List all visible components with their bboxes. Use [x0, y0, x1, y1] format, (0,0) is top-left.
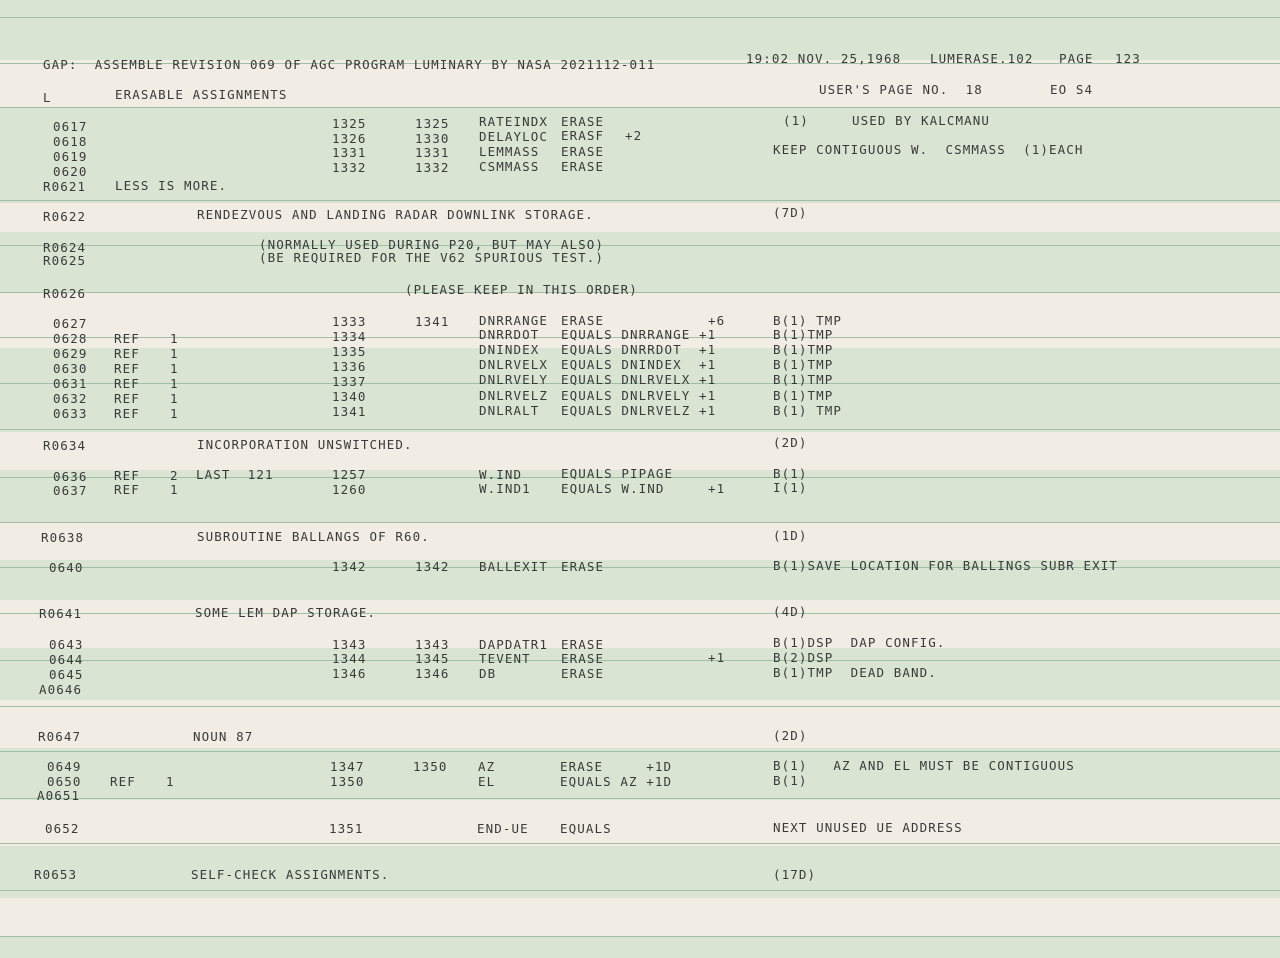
page-number: 123	[1115, 51, 1141, 66]
remark: LESS IS MORE.	[115, 178, 228, 193]
comment: B(1)SAVE LOCATION FOR BALLINGS SUBR EXIT	[773, 558, 1119, 573]
ref-tag: REF	[114, 391, 140, 406]
line-number: R0641	[39, 606, 83, 621]
rule	[0, 660, 1280, 661]
line-number: R0634	[43, 438, 87, 453]
line-number: R0622	[43, 209, 87, 224]
line-number: 0617	[53, 119, 88, 134]
eo-code: EO S4	[1050, 82, 1094, 97]
opcode: EQUALS DNLRVELZ +1	[561, 403, 717, 418]
ref-count: 1	[170, 361, 179, 376]
rule	[0, 613, 1280, 614]
comment: (4D)	[773, 604, 808, 619]
symbol-label: EL	[478, 774, 496, 789]
address: 1336	[332, 359, 367, 374]
line-number: 0652	[45, 821, 80, 836]
ref-tag: REF	[114, 361, 140, 376]
operand: +1	[708, 650, 726, 665]
symbol-label: TEVENT	[479, 651, 531, 666]
remark: (PLEASE KEEP IN THIS ORDER)	[405, 282, 638, 297]
address-end: 1342	[415, 559, 450, 574]
symbol-label: W.IND1	[479, 481, 531, 496]
address: 1344	[332, 651, 367, 666]
address-end: 1341	[415, 314, 450, 329]
line-number: 0629	[53, 346, 88, 361]
ref-tag: REF	[114, 346, 140, 361]
line-number: R0624	[43, 240, 87, 255]
ref-count: 1	[170, 331, 179, 346]
comment: B(1)TMP	[773, 342, 834, 357]
opcode: ERASE	[561, 159, 605, 174]
address: 1341	[332, 404, 367, 419]
opcode: ERASE	[561, 114, 605, 129]
address: 1333	[332, 314, 367, 329]
remark: SOME LEM DAP STORAGE.	[195, 605, 377, 620]
line-number: 0633	[53, 406, 88, 421]
timestamp: 19:02 NOV. 25,1968	[746, 51, 902, 66]
comment: (7D)	[773, 205, 808, 220]
line-number: 0628	[53, 331, 88, 346]
symbol-label: RATEINDX	[479, 114, 549, 129]
symbol-label: DB	[479, 666, 497, 681]
remark: RENDEZVOUS AND LANDING RADAR DOWNLINK STORAGE.	[197, 207, 594, 222]
comment: B(1)TMP	[773, 327, 834, 342]
ref-tag: REF	[110, 774, 136, 789]
line-number: 0643	[49, 637, 84, 652]
opcode: ERASE	[561, 144, 605, 159]
symbol-label: DNLRVELZ	[479, 388, 549, 403]
address-end: 1331	[415, 145, 450, 160]
address: 1334	[332, 329, 367, 344]
opcode: ERASE +1D	[560, 759, 673, 774]
address: 1351	[329, 821, 364, 836]
symbol-label: DNINDEX	[479, 342, 540, 357]
address: 1350	[330, 774, 365, 789]
band	[0, 232, 1280, 292]
address: 1343	[332, 637, 367, 652]
remark: (BE REQUIRED FOR THE V62 SPURIOUS TEST.)	[259, 250, 605, 265]
address: 1342	[332, 559, 367, 574]
band	[0, 648, 1280, 700]
line-number: 0627	[53, 316, 88, 331]
ref-tag: REF	[114, 331, 140, 346]
comment: KEEP CONTIGUOUS W. CSMMASS (1)EACH	[773, 142, 1084, 157]
address-end: 1325	[415, 116, 450, 131]
rule	[0, 843, 1280, 844]
remark: SELF-CHECK ASSIGNMENTS.	[191, 867, 390, 882]
rule	[0, 936, 1280, 937]
opcode: ERASE	[561, 313, 605, 328]
line-number: 0645	[49, 667, 84, 682]
line-number: R0626	[43, 286, 87, 301]
rule	[0, 429, 1280, 430]
ref-count: 1	[166, 774, 175, 789]
line-number: 0636	[53, 469, 88, 484]
line-number: 0650	[47, 774, 82, 789]
line-number: 0644	[49, 652, 84, 667]
users-page-number: USER'S PAGE NO. 18	[819, 82, 983, 97]
symbol-label: DNLRALT	[479, 403, 540, 418]
opcode: ERASE	[561, 559, 605, 574]
line-number: 0640	[49, 560, 84, 575]
rule	[0, 522, 1280, 523]
address-end: 1343	[415, 637, 450, 652]
symbol-label: LEMMASS	[479, 144, 540, 159]
symbol-label: DAPDATR1	[479, 637, 549, 652]
comment: (1) USED BY KALCMANU	[783, 113, 991, 128]
line-number: A0651	[37, 788, 81, 803]
symbol-label: BALLEXIT	[479, 559, 549, 574]
address: 1331	[332, 145, 367, 160]
comment: B(1)TMP	[773, 357, 834, 372]
remark: (NORMALLY USED DURING P20, BUT MAY ALSO)	[259, 237, 605, 252]
address: 1332	[332, 160, 367, 175]
comment: (17D)	[773, 867, 817, 882]
line-number: 0619	[53, 149, 88, 164]
opcode: EQUALS AZ +1D	[560, 774, 673, 789]
opcode: EQUALS	[560, 821, 612, 836]
rule	[0, 200, 1280, 201]
comment: B(1)TMP	[773, 372, 834, 387]
last-ref: LAST 121	[196, 467, 274, 482]
opcode: EQUALS DNRRANGE +1	[561, 327, 717, 342]
symbol-label: DNRRANGE	[479, 313, 549, 328]
ref-tag: REF	[114, 406, 140, 421]
line-number: 0630	[53, 361, 88, 376]
comment: B(1)	[773, 466, 808, 481]
ref-count: 2	[170, 468, 179, 483]
line-number: 0649	[47, 759, 82, 774]
rule	[0, 890, 1280, 891]
assembly-title: GAP: ASSEMBLE REVISION 069 OF AGC PROGRAM LUMINARY BY NASA 2021112-011	[43, 57, 656, 72]
symbol-label: AZ	[478, 759, 496, 774]
rule	[0, 751, 1280, 752]
opcode: EQUALS DNLRVELX +1	[561, 372, 717, 387]
symbol-label: DELAYLOC	[479, 129, 549, 144]
symbol-label: W.IND	[479, 467, 523, 482]
rule	[0, 17, 1280, 18]
line-number: R0638	[41, 530, 85, 545]
opcode: EQUALS DNINDEX +1	[561, 357, 717, 372]
symbol-label: DNLRVELX	[479, 357, 549, 372]
comment: B(1) AZ AND EL MUST BE CONTIGUOUS	[773, 758, 1075, 773]
symbol-label: DNLRVELY	[479, 372, 549, 387]
ref-count: 1	[170, 376, 179, 391]
ref-tag: REF	[114, 376, 140, 391]
operand: +2	[625, 128, 643, 143]
file-name: LUMERASE.102	[930, 51, 1034, 66]
section-marker: L	[43, 90, 52, 105]
rule	[0, 107, 1280, 108]
remark: NOUN 87	[193, 729, 254, 744]
section-title: ERASABLE ASSIGNMENTS	[115, 87, 288, 102]
remark: INCORPORATION UNSWITCHED.	[197, 437, 413, 452]
line-number: R0647	[38, 729, 82, 744]
line-number: 0620	[53, 164, 88, 179]
comment: (2D)	[773, 435, 808, 450]
opcode: ERASE	[561, 666, 605, 681]
address: 1337	[332, 374, 367, 389]
line-number: A0646	[39, 682, 83, 697]
comment: (2D)	[773, 728, 808, 743]
line-number: 0618	[53, 134, 88, 149]
ref-count: 1	[170, 346, 179, 361]
opcode: ERASF	[561, 128, 605, 143]
comment: B(1) TMP	[773, 403, 843, 418]
page-label: PAGE	[1059, 51, 1094, 66]
symbol-label: END-UE	[477, 821, 529, 836]
opcode: EQUALS DNLRVELY +1	[561, 388, 717, 403]
address: 1347	[330, 759, 365, 774]
comment: I(1)	[773, 480, 808, 495]
comment: B(1) TMP	[773, 313, 843, 328]
address-end: 1345	[415, 651, 450, 666]
opcode: EQUALS DNRRDOT +1	[561, 342, 717, 357]
ref-tag: REF	[114, 468, 140, 483]
symbol-label: CSMMASS	[479, 159, 540, 174]
address: 1325	[332, 116, 367, 131]
rule	[0, 292, 1280, 293]
ref-tag: REF	[114, 482, 140, 497]
address-end: 1332	[415, 160, 450, 175]
opcode: ERASE	[561, 651, 605, 666]
rule	[0, 245, 1280, 246]
address: 1260	[332, 482, 367, 497]
line-number: 0637	[53, 483, 88, 498]
ref-count: 1	[170, 406, 179, 421]
operand: +1	[708, 481, 726, 496]
line-number: R0653	[34, 867, 78, 882]
address-end: 1330	[415, 131, 450, 146]
band	[0, 936, 1280, 958]
comment: B(1)DSP DAP CONFIG.	[773, 635, 946, 650]
rule	[0, 706, 1280, 707]
opcode: ERASE	[561, 637, 605, 652]
remark: SUBROUTINE BALLANGS OF R60.	[197, 529, 430, 544]
rule	[0, 798, 1280, 799]
opcode: EQUALS PIPAGE	[561, 466, 674, 481]
line-number: 0631	[53, 376, 88, 391]
comment: B(2)DSP	[773, 650, 834, 665]
address: 1326	[332, 131, 367, 146]
address: 1257	[332, 467, 367, 482]
symbol-label: DNRRDOT	[479, 327, 540, 342]
operand: +6	[708, 313, 726, 328]
comment: B(1)	[773, 773, 808, 788]
opcode: EQUALS W.IND	[561, 481, 665, 496]
comment: B(1)TMP	[773, 388, 834, 403]
comment: B(1)TMP DEAD BAND.	[773, 665, 937, 680]
comment: (1D)	[773, 528, 808, 543]
ref-count: 1	[170, 482, 179, 497]
line-number: R0621	[43, 179, 87, 194]
address-end: 1346	[415, 666, 450, 681]
ref-count: 1	[170, 391, 179, 406]
address-end: 1350	[413, 759, 448, 774]
line-number: R0625	[43, 253, 87, 268]
comment: NEXT UNUSED UE ADDRESS	[773, 820, 963, 835]
address: 1340	[332, 389, 367, 404]
line-number: 0632	[53, 391, 88, 406]
address: 1335	[332, 344, 367, 359]
address: 1346	[332, 666, 367, 681]
